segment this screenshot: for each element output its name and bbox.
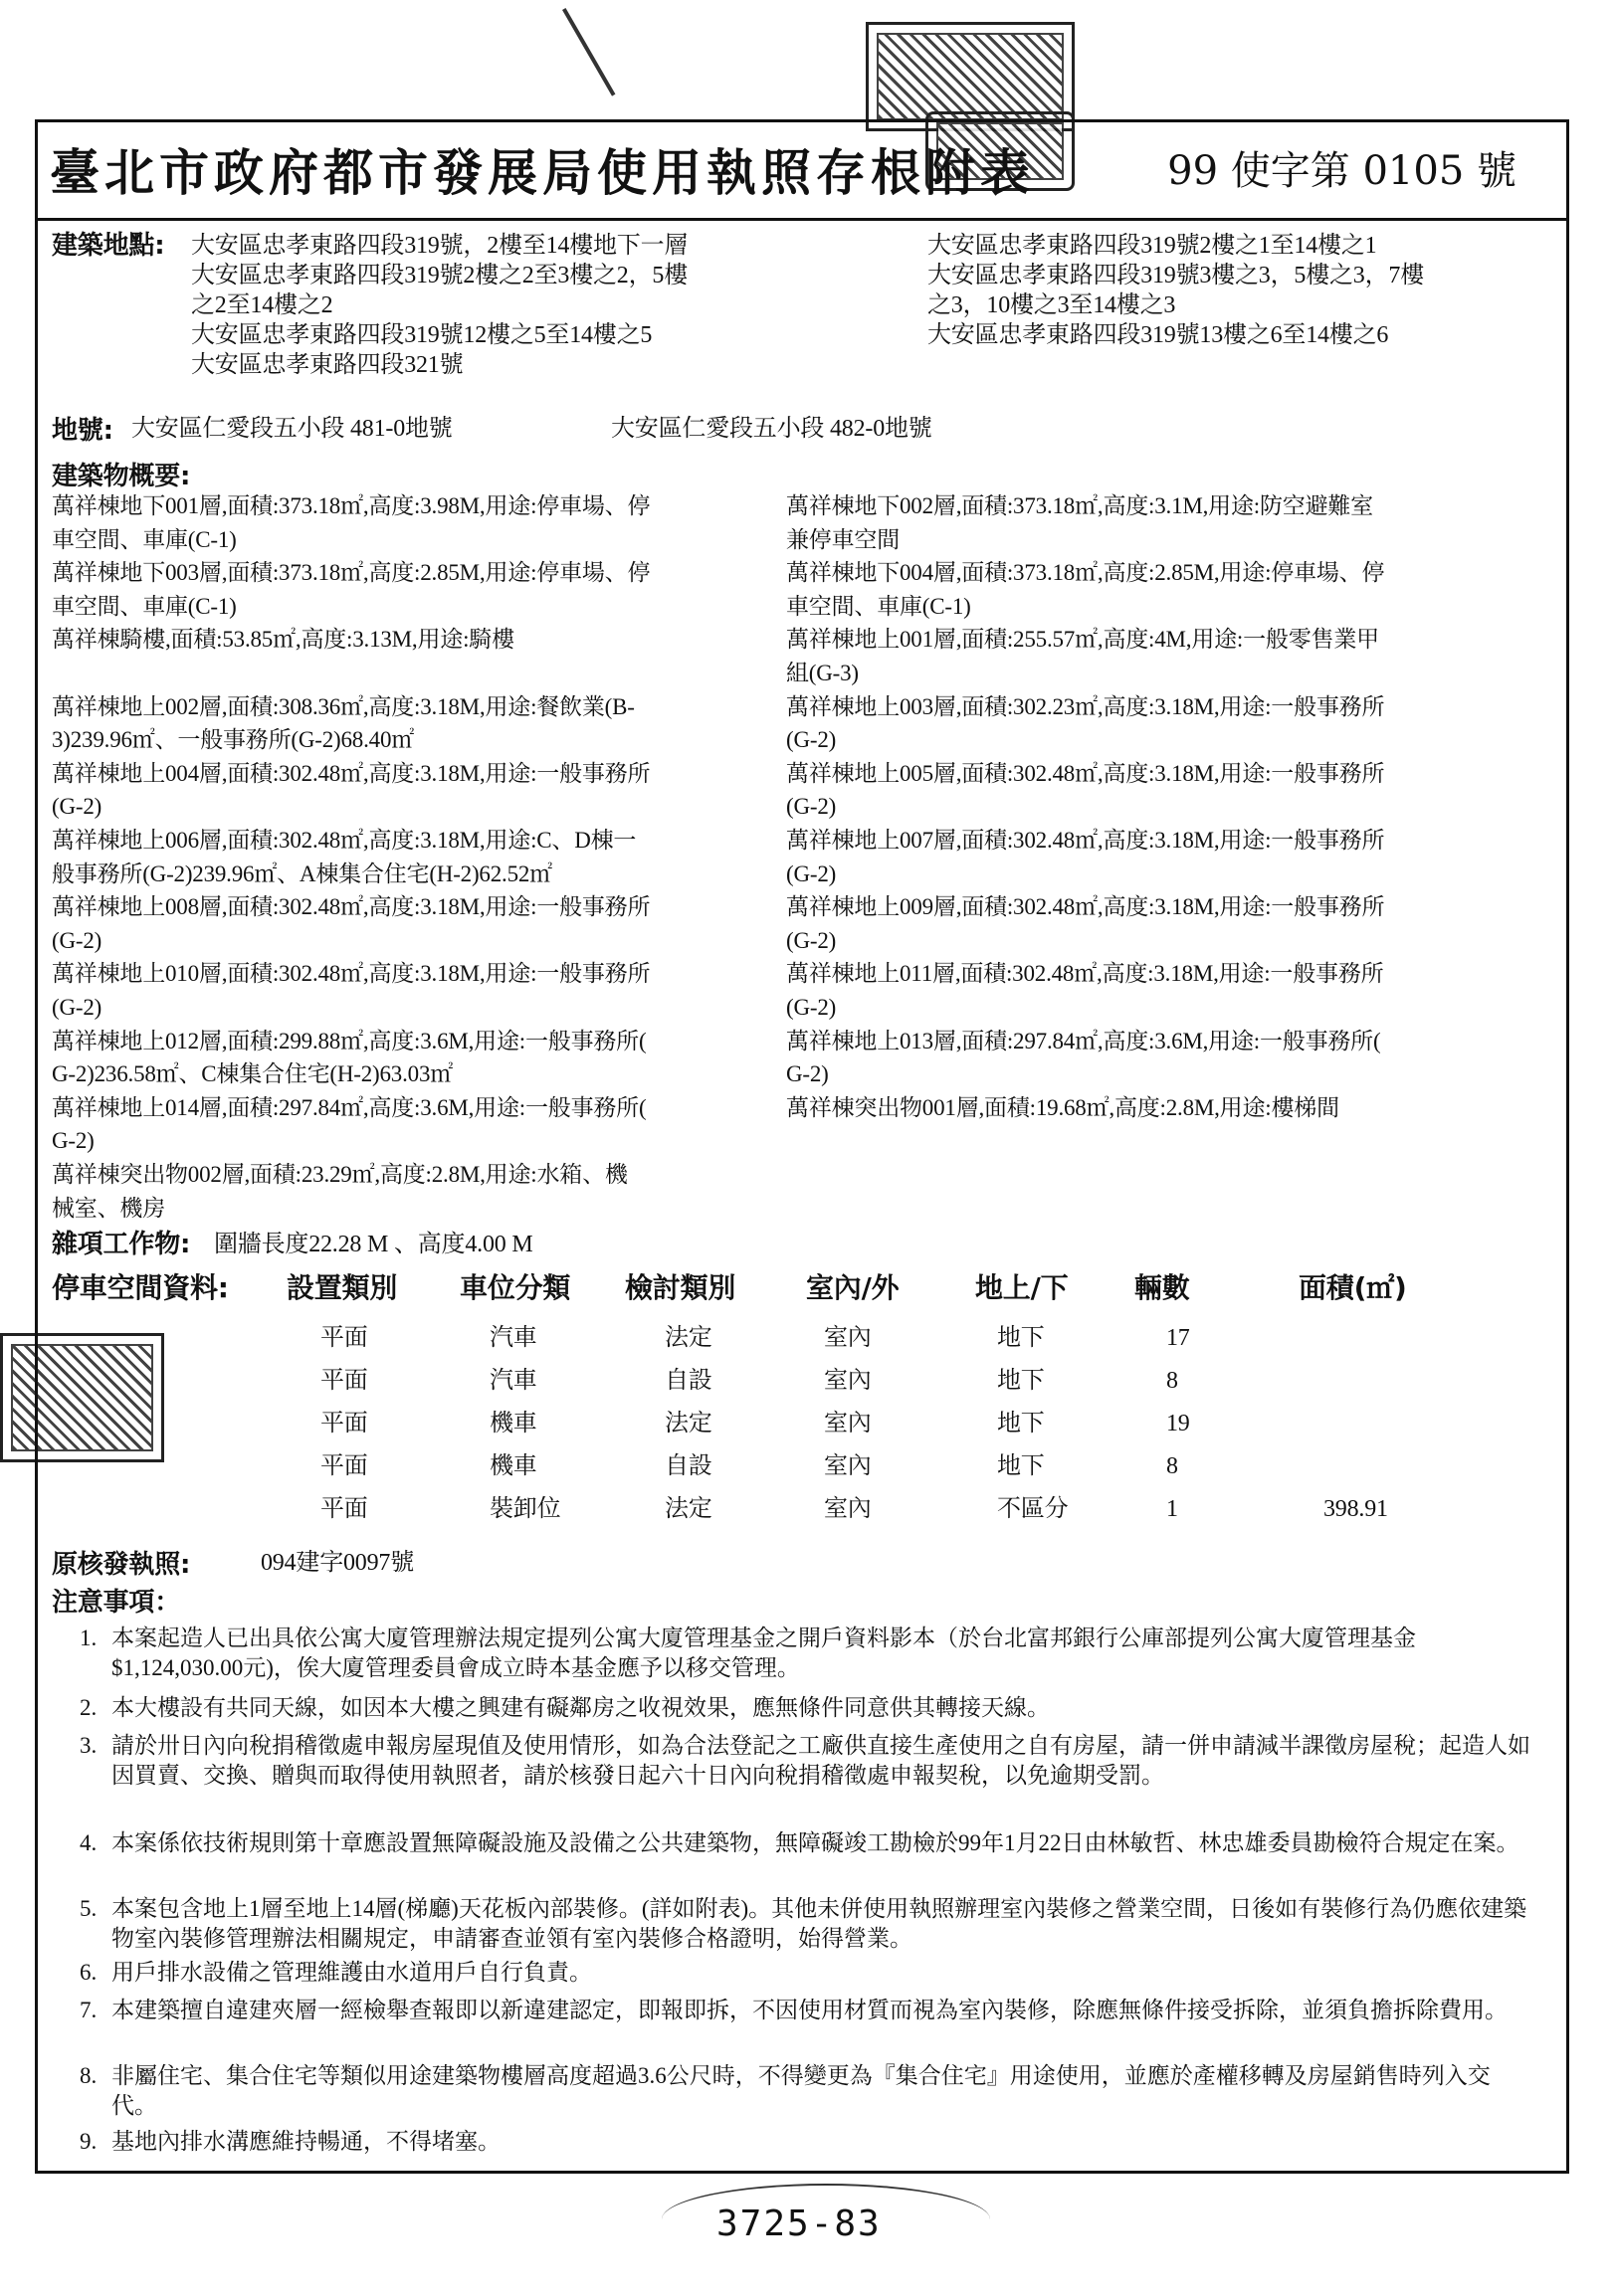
misc-value: 圍牆長度22.28 M 、高度4.00 M	[214, 1232, 533, 1257]
parking-cell: 室內	[824, 1453, 872, 1479]
overview-line: 萬祥棟地下003層,面積:373.18㎡,高度:2.85M,用途:停車場、停	[52, 560, 651, 586]
note-text: 請於卅日內向稅捐稽徵處申報房屋現值及使用情形，如為合法登記之工廠供直接生產使用之自有房屋，請一併申請減半課徵房屋稅；起造人如因買賣、交換、贈與而取得使用執照者，請於核發日起六十日內向稅捐稽徵處申報契稅，以免逾期受罰。	[111, 1733, 1530, 1788]
overview-line: 萬祥棟地上005層,面積:302.48㎡,高度:3.18M,用途:一般事務所	[786, 760, 1385, 786]
parking-cell: 法定	[665, 1325, 712, 1351]
parking-header-cell: 室內/外	[806, 1271, 900, 1304]
overview-line: 萬祥棟地下004層,面積:373.18㎡,高度:2.85M,用途:停車場、停	[786, 560, 1385, 586]
parking-cell: 汽車	[490, 1368, 537, 1394]
note-number: 8.	[80, 2063, 98, 2088]
overview-line: 萬祥棟地上008層,面積:302.48㎡,高度:3.18M,用途:一般事務所	[52, 894, 651, 920]
site-line: 大安區忠孝東路四段321號	[191, 352, 464, 378]
parking-cell: 8	[1166, 1453, 1178, 1479]
parking-cell: 398.91	[1323, 1496, 1388, 1522]
overview-line: 萬祥棟騎樓,面積:53.85㎡,高度:3.13M,用途:騎樓	[52, 627, 514, 653]
overview-line: 組(G-3)	[786, 661, 859, 685]
overview-line: 萬祥棟地上001層,面積:255.57㎡,高度:4M,用途:一般零售業甲	[786, 627, 1379, 653]
overview-line: G-2)	[786, 1061, 829, 1087]
note-text: 本案起造人已出具依公寓大廈管理辦法規定提列公寓大廈管理基金之開戶資料影本（於台北富邦銀行公庫部提列公寓大廈管理基金$1,124,030.00元)，俟大廈管理委員會成立時本基金應予以移交管理。	[111, 1626, 1416, 1680]
parking-cell: 地下	[997, 1325, 1045, 1351]
overview-line: (G-2)	[786, 794, 837, 820]
original-value: 094建字0097號	[261, 1550, 414, 1576]
parking-cell: 自設	[665, 1453, 712, 1479]
parking-cell: 不區分	[997, 1496, 1069, 1522]
number-stamp-text: 3725-83	[716, 2203, 882, 2244]
parking-cell: 平面	[320, 1325, 368, 1351]
site-line: 大安區忠孝東路四段319號13樓之6至14樓之6	[927, 322, 1389, 348]
overview-line: 萬祥棟地上014層,面積:297.84㎡,高度:3.6M,用途:一般事務所(	[52, 1094, 647, 1120]
overview-line: G-2)236.58㎡、C棟集合住宅(H-2)63.03㎡	[52, 1061, 454, 1087]
parking-cell: 地下	[997, 1368, 1045, 1394]
note-number: 9.	[80, 2129, 98, 2154]
parking-header-cell: 面積(㎡)	[1299, 1271, 1407, 1304]
overview-line: (G-2)	[52, 927, 102, 953]
parking-cell: 機車	[490, 1411, 537, 1436]
overview-line: 車空間、車庫(C-1)	[52, 526, 237, 552]
note-text: 本案包含地上1層至地上14層(梯廳)天花板內部裝修。(詳如附表)。其他未併使用執照辦理室內裝修之營業空間，日後如有裝修行為仍應依建築物室內裝修管理辦法相關規定，申請審查並領有室內裝修合格證明，始得營業。	[111, 1896, 1527, 1951]
lot-value-a: 大安區仁愛段五小段 481-0地號	[131, 416, 453, 442]
parking-header-cell: 輛數	[1134, 1271, 1190, 1304]
note-number: 7.	[80, 1998, 98, 2022]
parking-cell: 平面	[320, 1368, 368, 1394]
overview-line: 萬祥棟地上013層,面積:297.84㎡,高度:3.6M,用途:一般事務所(	[786, 1028, 1381, 1053]
parking-cell: 裝卸位	[490, 1496, 561, 1522]
parking-cell: 機車	[490, 1453, 537, 1479]
site-line: 大安區忠孝東路四段319號3樓之3，5樓之3，7樓	[927, 263, 1424, 288]
overview-line: 萬祥棟地上011層,面積:302.48㎡,高度:3.18M,用途:一般事務所	[786, 961, 1384, 987]
overview-line: 萬祥棟地上012層,面積:299.88㎡,高度:3.6M,用途:一般事務所(	[52, 1028, 647, 1053]
overview-line: 萬祥棟地上004層,面積:302.48㎡,高度:3.18M,用途:一般事務所	[52, 760, 651, 786]
site-line: 之3，10樓之3至14樓之3	[927, 292, 1176, 318]
overview-line: (G-2)	[786, 861, 837, 886]
parking-label: 停車空間資料:	[52, 1271, 229, 1304]
parking-cell: 汽車	[490, 1325, 537, 1351]
parking-cell: 8	[1166, 1368, 1178, 1394]
overview-line: 般事務所(G-2)239.96㎡、A棟集合住宅(H-2)62.52㎡	[52, 861, 552, 886]
overview-line: 車空間、車庫(C-1)	[786, 593, 971, 619]
site-line: 大安區忠孝東路四段319號，2樓至14樓地下一層	[191, 233, 689, 259]
overview-line: (G-2)	[786, 995, 837, 1020]
parking-cell: 室內	[824, 1411, 872, 1436]
note-text: 用戶排水設備之管理維護由水道用戶自行負責。	[111, 1960, 592, 1985]
overview-line: (G-2)	[786, 927, 837, 953]
overview-line: 兼停車空間	[786, 526, 901, 552]
lot-value-b: 大安區仁愛段五小段 482-0地號	[611, 416, 932, 442]
document-title: 臺北市政府都市發展局使用執照存根附表	[50, 143, 1035, 202]
document-number: 99 使字第 0105 號	[1167, 148, 1516, 194]
parking-cell: 17	[1166, 1325, 1190, 1351]
overview-line: 3)239.96㎡、一般事務所(G-2)68.40㎡	[52, 727, 415, 753]
parking-header-cell: 地上/下	[975, 1271, 1069, 1304]
parking-cell: 法定	[665, 1411, 712, 1436]
parking-cell: 室內	[824, 1368, 872, 1394]
parking-cell: 自設	[665, 1368, 712, 1394]
parking-header-cell: 車位分類	[460, 1271, 571, 1304]
parking-cell: 平面	[320, 1453, 368, 1479]
overview-line: 萬祥棟地下002層,面積:373.18㎡,高度:3.1M,用途:防空避難室	[786, 493, 1373, 518]
overview-line: (G-2)	[52, 794, 102, 820]
note-text: 基地內排水溝應維持暢通，不得堵塞。	[111, 2129, 501, 2154]
note-number: 3.	[80, 1733, 98, 1758]
overview-line: 萬祥棟地上002層,面積:308.36㎡,高度:3.18M,用途:餐飲業(B-	[52, 693, 635, 719]
overview-line: 萬祥棟地上007層,面積:302.48㎡,高度:3.18M,用途:一般事務所	[786, 828, 1385, 853]
note-number: 4.	[80, 1830, 98, 1855]
note-number: 1.	[80, 1626, 98, 1650]
parking-cell: 平面	[320, 1411, 368, 1436]
site-line: 大安區忠孝東路四段319號2樓之1至14樓之1	[927, 233, 1377, 259]
site-line: 大安區忠孝東路四段319號12樓之5至14樓之5	[191, 322, 653, 348]
pen-stroke-mark	[562, 8, 615, 96]
overview-line: 萬祥棟突出物001層,面積:19.68㎡,高度:2.8M,用途:樓梯間	[786, 1094, 1339, 1120]
parking-cell: 法定	[665, 1496, 712, 1522]
parking-cell: 19	[1166, 1411, 1190, 1436]
overview-label: 建築物概要:	[52, 462, 191, 491]
overview-line: (G-2)	[786, 727, 837, 753]
overview-line: 萬祥棟地上003層,面積:302.23㎡,高度:3.18M,用途:一般事務所	[786, 693, 1385, 719]
parking-cell: 室內	[824, 1496, 872, 1522]
parking-header-cell: 檢討類別	[625, 1271, 736, 1304]
note-text: 非屬住宅、集合住宅等類似用途建築物樓層高度超過3.6公尺時，不得變更為『集合住宅』用途使用，並應於產權移轉及房屋銷售時列入交代。	[111, 2063, 1491, 2118]
parking-cell: 地下	[997, 1411, 1045, 1436]
note-number: 6.	[80, 1960, 98, 1985]
original-label: 原核發執照:	[52, 1550, 191, 1580]
note-number: 2.	[80, 1695, 98, 1720]
parking-cell: 地下	[997, 1453, 1045, 1479]
note-text: 本案係依技術規則第十章應設置無障礙設施及設備之公共建築物，無障礙竣工勘檢於99年1月22日由林敏哲、林忠雄委員勘檢符合規定在案。	[111, 1830, 1519, 1855]
overview-line: 車空間、車庫(C-1)	[52, 593, 237, 619]
note-text: 本大樓設有共同天線，如因本大樓之興建有礙鄰房之收視效果，應無條件同意供其轉接天線。	[111, 1695, 1050, 1720]
overview-line: 萬祥棟地上010層,面積:302.48㎡,高度:3.18M,用途:一般事務所	[52, 961, 651, 987]
site-line: 之2至14樓之2	[191, 292, 333, 318]
overview-line: G-2)	[52, 1128, 95, 1154]
parking-header-cell: 設置類別	[287, 1271, 398, 1304]
note-number: 5.	[80, 1896, 98, 1921]
site-label: 建築地點:	[52, 231, 165, 261]
site-line: 大安區忠孝東路四段319號2樓之2至3樓之2，5樓	[191, 263, 688, 288]
overview-line: 械室、機房	[52, 1195, 166, 1221]
note-text: 本建築擅自違建夾層一經檢舉查報即以新違建認定，即報即拆，不因使用材質而視為室內裝修，除應無條件接受拆除，並須負擔拆除費用。	[111, 1998, 1508, 2022]
parking-cell: 室內	[824, 1325, 872, 1351]
parking-cell: 平面	[320, 1496, 368, 1522]
lot-label: 地號:	[52, 416, 113, 446]
overview-line: 萬祥棟突出物002層,面積:23.29㎡,高度:2.8M,用途:水箱、機	[52, 1162, 628, 1187]
overview-line: 萬祥棟地上009層,面積:302.48㎡,高度:3.18M,用途:一般事務所	[786, 894, 1385, 920]
overview-line: (G-2)	[52, 995, 102, 1020]
notes-label: 注意事項：	[52, 1588, 181, 1618]
overview-line: 萬祥棟地上006層,面積:302.48㎡,高度:3.18M,用途:C、D棟一	[52, 828, 637, 853]
parking-cell: 1	[1166, 1496, 1178, 1522]
misc-label: 雜項工作物:	[52, 1230, 191, 1259]
overview-line: 萬祥棟地下001層,面積:373.18㎡,高度:3.98M,用途:停車場、停	[52, 493, 651, 518]
